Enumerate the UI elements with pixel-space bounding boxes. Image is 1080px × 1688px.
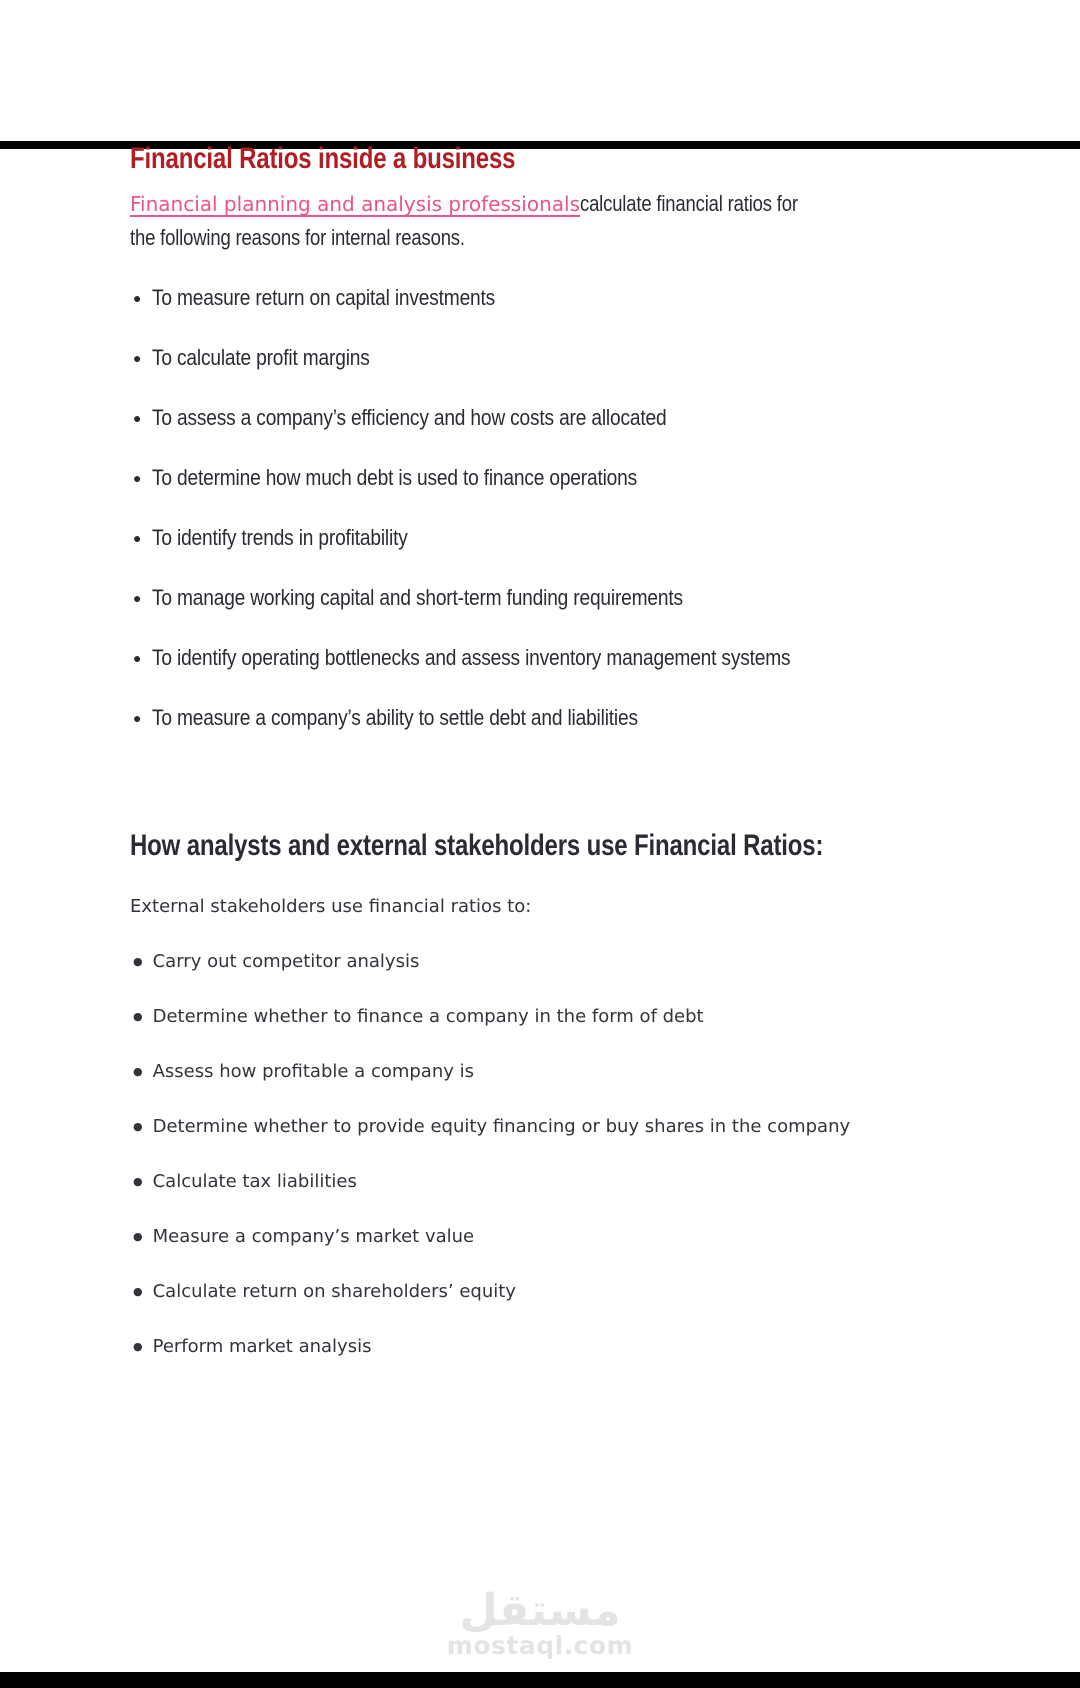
list-item: ● Measure a company’s market value bbox=[133, 1224, 1080, 1250]
page-title-text: Financial Ratios inside a business bbox=[130, 142, 516, 175]
list-item: ● Determine whether to provide equity financing or buy shares in the company bbox=[133, 1114, 1080, 1140]
internal-reasons-list bbox=[133, 285, 1080, 731]
list-item: ● Determine whether to finance a company in the form of debt bbox=[133, 1004, 1080, 1030]
list-item: ● To identify trends in profitability bbox=[133, 525, 1080, 551]
list-item: ● Assess how profitable a company is bbox=[133, 1059, 1080, 1085]
list-item: ● Perform market analysis bbox=[133, 1334, 1080, 1360]
list-item: ● Calculate tax liabilities bbox=[133, 1169, 1080, 1195]
bottom-black-bar bbox=[0, 1672, 1080, 1688]
section-heading: How analysts and external stakeholders use Financial Ratios: bbox=[130, 829, 824, 862]
mostaql-watermark bbox=[0, 1587, 1080, 1659]
list-item: ● To determine how much debt is used to finance operations bbox=[133, 465, 1080, 491]
list-item: ● To measure return on capital investments bbox=[133, 285, 1080, 311]
mostaql-domain-text: mostaql.com bbox=[446, 1631, 634, 1660]
intro-paragraph bbox=[130, 187, 950, 254]
external-lead-text: External stakeholders use financial ratios to: bbox=[130, 896, 532, 917]
list-item: ● To assess a company’s efficiency and how costs are allocated bbox=[133, 405, 1080, 431]
intro-line-1-rest: calculate financial ratios for bbox=[580, 191, 798, 216]
list-item: ● To calculate profit margins bbox=[133, 345, 1080, 371]
intro-line-2: the following reasons for internal reasons. bbox=[130, 225, 465, 250]
external-uses-list bbox=[133, 949, 1080, 1360]
list-item: ● To manage working capital and short-term funding requirements bbox=[133, 585, 1080, 611]
list-item: ● To measure a company’s ability to settle debt and liabilities bbox=[133, 705, 1080, 731]
mostaql-logo-arabic: مستقل bbox=[459, 1585, 621, 1636]
financial-planning-link[interactable]: Financial planning and analysis professionals bbox=[130, 192, 580, 216]
list-item: ● Calculate return on shareholders’ equity bbox=[133, 1279, 1080, 1305]
intro-line-1 bbox=[130, 187, 950, 221]
list-item: ● To identify operating bottlenecks and assess inventory management systems bbox=[133, 645, 1080, 671]
list-item: ● Carry out competitor analysis bbox=[133, 949, 1080, 975]
